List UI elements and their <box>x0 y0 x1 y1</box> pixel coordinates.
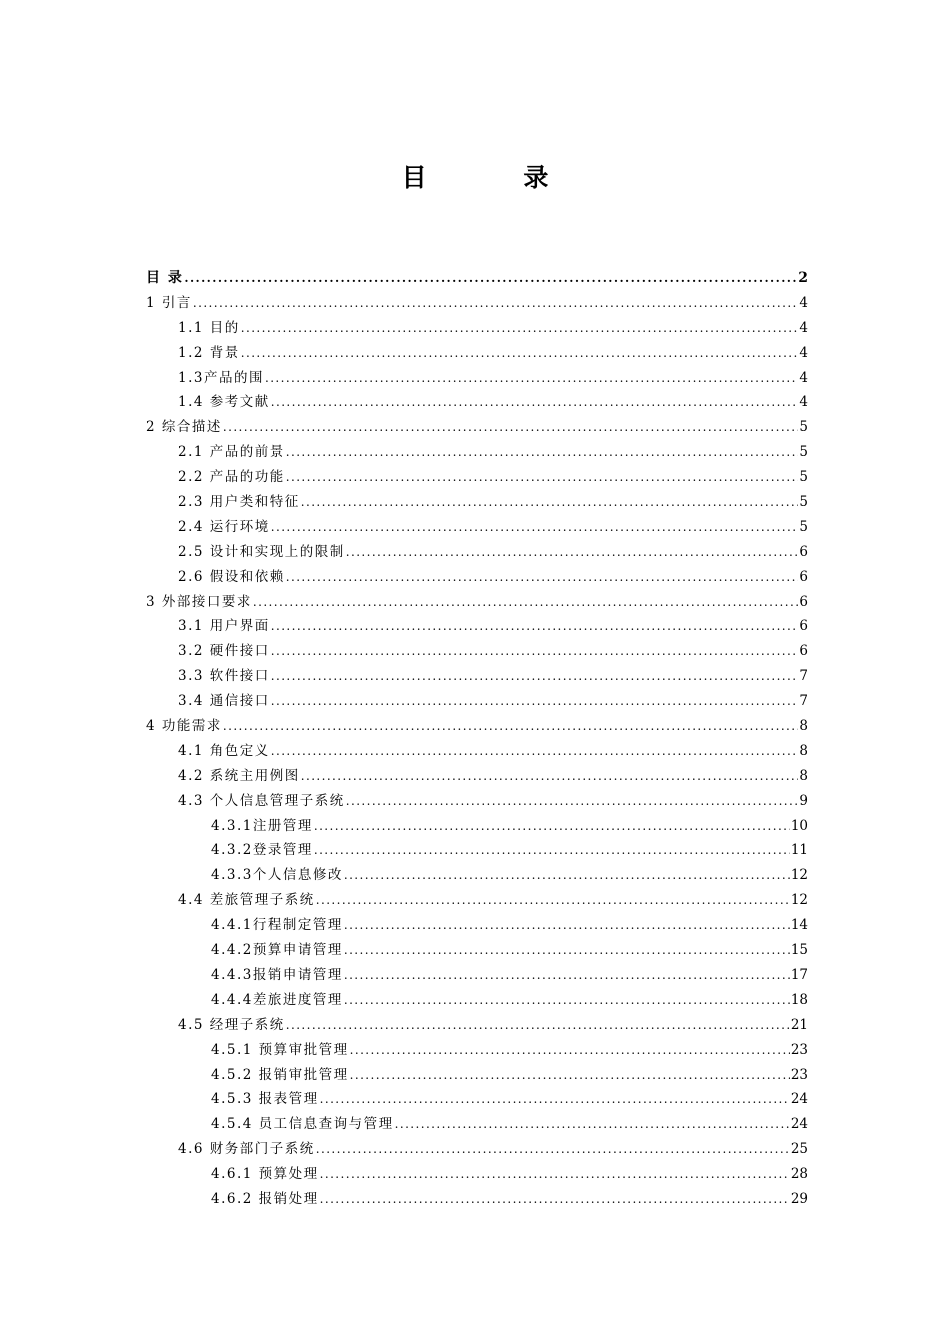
toc-entry-page-number: 12 <box>790 892 808 909</box>
toc-entry-page-number: 6 <box>799 618 808 635</box>
toc-entry-label: 1.4 参考文献 <box>178 394 270 411</box>
toc-entry-label: 1.3产品的围 <box>178 369 264 386</box>
toc-entry-label: 1.1 目的 <box>178 319 240 336</box>
toc-leader-dots <box>271 639 799 664</box>
toc-entry[interactable] <box>146 565 808 590</box>
toc-leader-dots <box>350 1063 790 1088</box>
toc-entry-page-number: 29 <box>790 1190 808 1207</box>
toc-entry[interactable] <box>146 440 808 465</box>
toc-entry-label: 4.5 经理子系统 <box>178 1016 285 1033</box>
toc-leader-dots <box>395 1112 790 1137</box>
toc-entry-page-number: 21 <box>790 1016 808 1033</box>
toc-entry-page-number: 8 <box>799 767 808 784</box>
toc-entry-page-number: 4 <box>799 319 808 336</box>
toc-leader-dots <box>271 739 799 764</box>
toc-entry-page-number: 23 <box>790 1066 808 1083</box>
toc-leader-dots <box>346 789 799 814</box>
toc-entry-label: 4.3.1注册管理 <box>211 817 313 834</box>
toc-entry-label: 3 外部接口要求 <box>146 593 252 610</box>
toc-entry[interactable] <box>146 863 808 888</box>
toc-leader-dots <box>314 814 790 839</box>
toc-entry-label: 2.6 假设和依赖 <box>178 568 285 585</box>
toc-entry-label: 2.2 产品的功能 <box>178 469 285 486</box>
toc-entry-page-number: 6 <box>799 643 808 660</box>
toc-leader-dots <box>346 540 799 565</box>
toc-entry-page-number: 14 <box>790 917 808 934</box>
toc-entry-page-number: 23 <box>790 1041 808 1058</box>
toc-entry-label: 2.3 用户类和特征 <box>178 494 300 511</box>
toc-entry[interactable] <box>146 888 808 913</box>
toc-entry[interactable] <box>146 1187 808 1212</box>
toc-entry[interactable] <box>146 838 808 863</box>
toc-entry[interactable] <box>146 789 808 814</box>
toc-entry-label: 4.6.2 报销处理 <box>211 1190 319 1207</box>
toc-leader-dots <box>271 614 799 639</box>
toc-entry-page-number: 5 <box>799 419 808 436</box>
toc-entry-label: 4.6.1 预算处理 <box>211 1166 319 1183</box>
toc-leader-dots <box>344 863 790 888</box>
toc-entry[interactable] <box>146 814 808 839</box>
toc-entry-label: 4.6 财务部门子系统 <box>178 1141 315 1158</box>
toc-entry-page-number: 18 <box>790 991 808 1008</box>
toc-entry[interactable] <box>146 465 808 490</box>
toc-entry[interactable] <box>146 590 808 615</box>
toc-entry[interactable] <box>146 764 808 789</box>
toc-entry-page-number: 24 <box>790 1091 808 1108</box>
toc-entry-page-number: 4 <box>799 294 808 311</box>
toc-entry-page-number: 4 <box>799 344 808 361</box>
toc-leader-dots <box>344 988 790 1013</box>
toc-entry-label: 4.5.2 报销审批管理 <box>211 1066 349 1083</box>
toc-entry-label: 4.5.3 报表管理 <box>211 1091 319 1108</box>
toc-entry[interactable] <box>146 913 808 938</box>
toc-entry-label: 2.4 运行环境 <box>178 518 270 535</box>
toc-entry-page-number: 11 <box>790 842 808 859</box>
toc-leader-dots <box>271 664 799 689</box>
toc-entry[interactable] <box>146 938 808 963</box>
toc-leader-dots <box>344 963 790 988</box>
toc-entry-page-number: 6 <box>799 568 808 585</box>
toc-entry-page-number: 10 <box>790 817 808 834</box>
toc-entry[interactable] <box>146 1063 808 1088</box>
toc-leader-dots <box>344 913 790 938</box>
toc-leader-dots <box>271 515 799 540</box>
toc-entry-label: 4.4.3报销申请管理 <box>211 966 343 983</box>
toc-entry-label: 2.1 产品的前景 <box>178 444 285 461</box>
toc-entry-page-number: 8 <box>799 718 808 735</box>
toc-entry-page-number: 7 <box>799 668 808 685</box>
toc-entry-label: 3.4 通信接口 <box>178 693 270 710</box>
toc-entry-page-number: 15 <box>790 942 808 959</box>
toc-entry[interactable] <box>146 664 808 689</box>
toc-entry-label: 4.4.4差旅进度管理 <box>211 991 343 1008</box>
toc-entry-page-number: 5 <box>799 469 808 486</box>
toc-leader-dots <box>223 415 799 440</box>
toc-entry-label: 4.5.1 预算审批管理 <box>211 1041 349 1058</box>
toc-entry-label: 3.3 软件接口 <box>178 668 270 685</box>
page-title: 目 录 <box>401 163 593 192</box>
toc-leader-dots <box>316 888 790 913</box>
toc-leader-dots <box>286 565 799 590</box>
toc-entry[interactable] <box>146 316 808 341</box>
toc-entry-label: 3.2 硬件接口 <box>178 643 270 660</box>
toc-entry-label: 3.1 用户界面 <box>178 618 270 635</box>
toc-leader-dots <box>301 764 799 789</box>
toc-entry-label: 4.4.2预算申请管理 <box>211 942 343 959</box>
toc-entry-page-number: 25 <box>790 1141 808 1158</box>
toc-entry[interactable] <box>146 1137 808 1162</box>
toc-entry-label: 4.1 角色定义 <box>178 742 270 759</box>
toc-leader-dots <box>271 390 799 415</box>
toc-leader-dots <box>184 266 797 291</box>
toc-entry-page-number: 8 <box>799 742 808 759</box>
toc-entry[interactable] <box>146 341 808 366</box>
toc-leader-dots <box>320 1162 790 1187</box>
toc-leader-dots <box>286 465 799 490</box>
toc-entry[interactable] <box>146 739 808 764</box>
toc-entry[interactable] <box>146 714 808 739</box>
toc-leader-dots <box>320 1187 790 1212</box>
toc-entry-page-number: 24 <box>790 1116 808 1133</box>
toc-entry[interactable] <box>146 490 808 515</box>
toc-entry[interactable] <box>146 1038 808 1063</box>
toc-entry-page-number: 5 <box>799 444 808 461</box>
toc-entry[interactable] <box>146 366 808 391</box>
toc-entry-page-number: 28 <box>790 1166 808 1183</box>
toc-entry[interactable] <box>146 291 808 316</box>
toc-entry-label: 目 录 <box>146 270 184 286</box>
toc-entry[interactable] <box>146 689 808 714</box>
toc-leader-dots <box>241 341 799 366</box>
toc-entry-page-number: 5 <box>799 494 808 511</box>
toc-entry-page-number: 12 <box>790 867 808 884</box>
toc-entry[interactable] <box>146 963 808 988</box>
toc-entry-page-number: 6 <box>799 593 808 610</box>
toc-entry-label: 4.2 系统主用例图 <box>178 767 300 784</box>
toc-entry[interactable] <box>146 988 808 1013</box>
toc-entry-label: 4.3.2登录管理 <box>211 842 313 859</box>
toc-entry-label: 4 功能需求 <box>146 718 222 735</box>
toc-entry-label: 4.5.4 员工信息查询与管理 <box>211 1116 394 1133</box>
toc-entry[interactable] <box>146 415 808 440</box>
toc-leader-dots <box>241 316 799 341</box>
toc-entry[interactable] <box>146 1162 808 1187</box>
toc-leader-dots <box>316 1137 790 1162</box>
toc-leader-dots <box>350 1038 790 1063</box>
toc-entry[interactable] <box>146 614 808 639</box>
toc-entry[interactable] <box>146 639 808 664</box>
toc-entry-page-number: 6 <box>799 543 808 560</box>
toc-entry-label: 4.3.3个人信息修改 <box>211 867 343 884</box>
toc-entry-page-number: 4 <box>799 394 808 411</box>
toc-entry-page-number: 4 <box>799 369 808 386</box>
toc-entry-label: 4.4.1行程制定管理 <box>211 917 343 934</box>
toc-entry-page-number: 7 <box>799 693 808 710</box>
toc-entry-label: 2 综合描述 <box>146 419 222 436</box>
toc-leader-dots <box>286 440 799 465</box>
toc-entry-page-number: 5 <box>799 518 808 535</box>
toc-entry[interactable] <box>146 540 808 565</box>
toc-leader-dots <box>320 1087 790 1112</box>
toc-entry-page-number: 9 <box>799 792 808 809</box>
toc-leader-dots <box>271 689 799 714</box>
toc-leader-dots <box>344 938 790 963</box>
toc-entry-page-number: 17 <box>790 966 808 983</box>
toc-leader-dots <box>193 291 799 316</box>
table-of-contents <box>146 266 808 1212</box>
toc-leader-dots <box>286 1013 790 1038</box>
toc-entry-label: 1.2 背景 <box>178 344 240 361</box>
toc-entry-page-number: 2 <box>798 270 808 286</box>
toc-entry-label: 1 引言 <box>146 294 192 311</box>
toc-entry-label: 4.3 个人信息管理子系统 <box>178 792 345 809</box>
toc-entry[interactable] <box>146 1013 808 1038</box>
toc-entry[interactable] <box>146 515 808 540</box>
toc-entry-label: 4.4 差旅管理子系统 <box>178 892 315 909</box>
toc-leader-dots <box>223 714 799 739</box>
toc-entry[interactable] <box>146 1112 808 1137</box>
toc-entry[interactable] <box>146 390 808 415</box>
toc-leader-dots <box>314 838 790 863</box>
toc-leader-dots <box>265 366 798 391</box>
toc-entry[interactable] <box>146 266 808 291</box>
toc-leader-dots <box>253 590 799 615</box>
toc-entry-label: 2.5 设计和实现上的限制 <box>178 543 345 560</box>
toc-entry[interactable] <box>146 1087 808 1112</box>
toc-leader-dots <box>301 490 799 515</box>
